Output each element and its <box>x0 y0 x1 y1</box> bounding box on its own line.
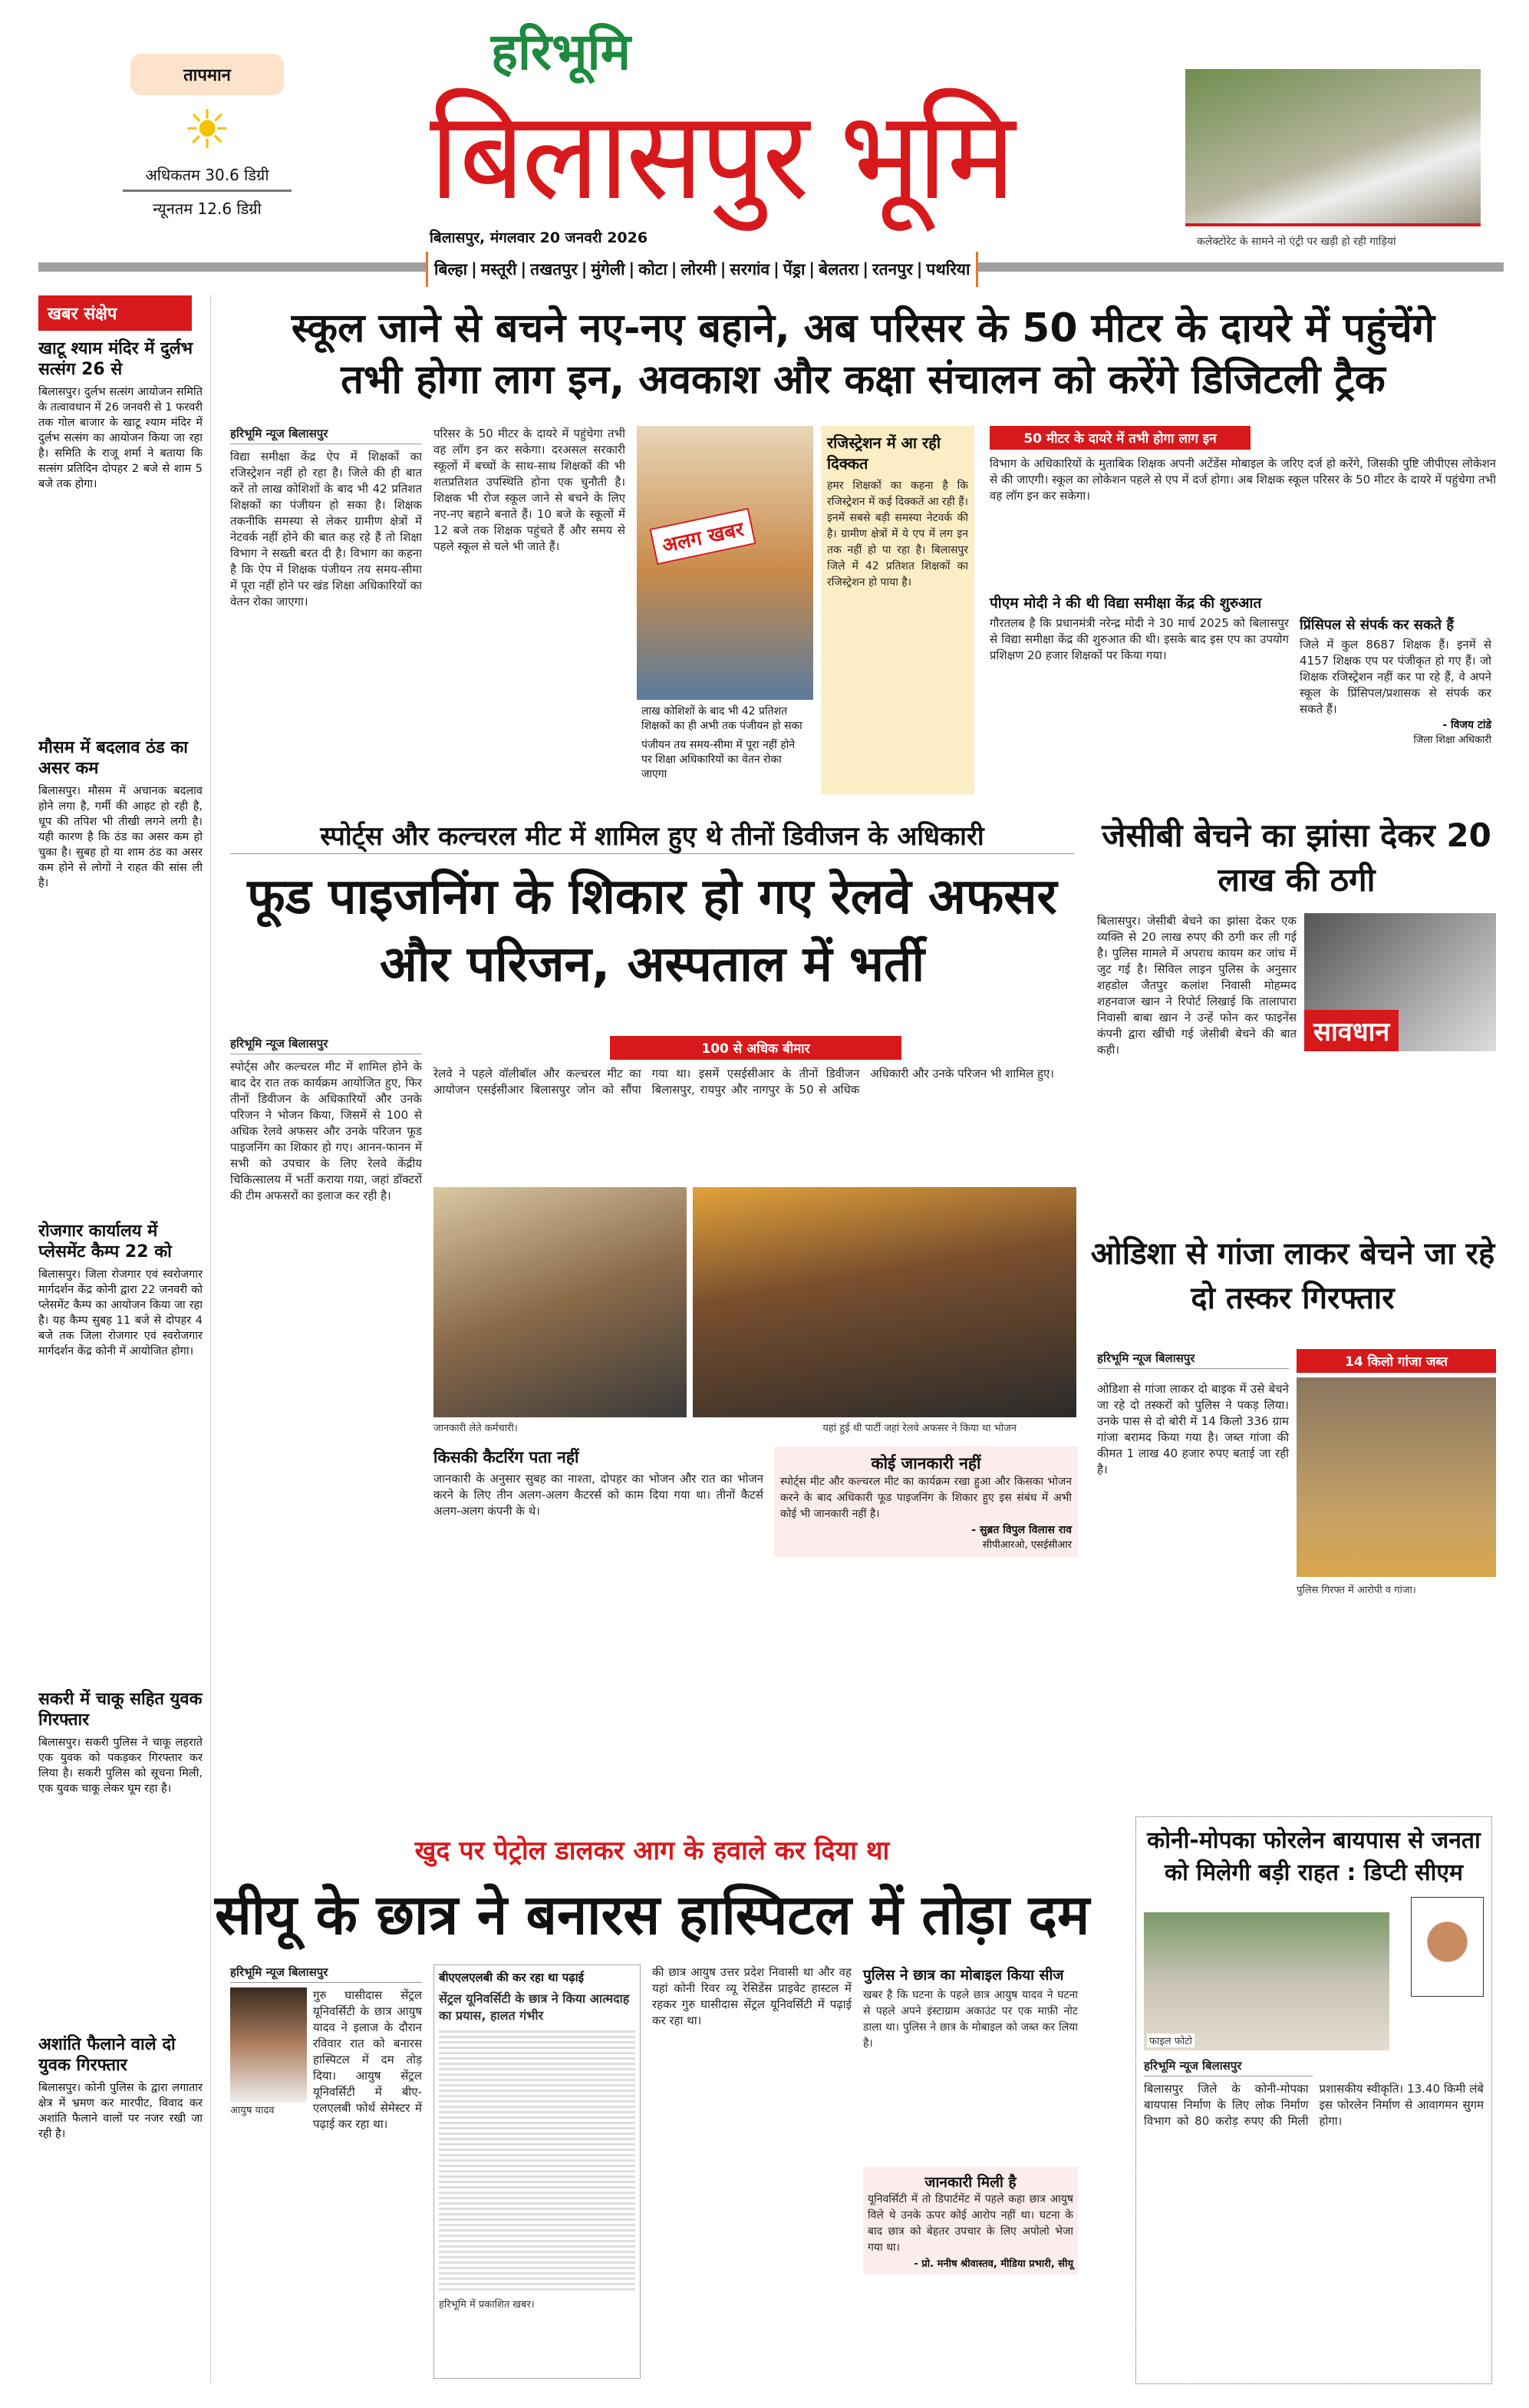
masthead-photo-caption: कलेक्टोरेट के सामने नो एंट्री पर खड़ी हो रही गाड़ियां <box>1197 236 1396 248</box>
quote-title: प्रिंसिपल से संपर्क कर सकते हैं <box>1300 617 1454 633</box>
photo-bullet: लाख कोशिशों के बाद भी 42 प्रतिशत शिक्षकों का ही अभी तक पंजीयन हो सका <box>641 705 802 732</box>
news-brief-sidebar <box>38 295 211 2383</box>
photo-caption: आयुष यादव <box>230 2105 275 2116</box>
nav-item[interactable]: बिल्हा <box>434 260 468 279</box>
article-text: रेलवे ने पहले वॉलीबॉल और कल्चरल मीट का आयोजन एसईसीआर बिलासपुर जोन को सौंपा गया था। इसमें एसईसीआर के तीनों डिवीजन बिलासपुर, रायपुर और नागपुर के 50 से अधिक अधिकारी और उनके परिजन भी शामिल हुए। <box>433 1067 1054 1097</box>
weather-box <box>115 54 299 230</box>
catering-title: किसकी कैटरिंग पता नहीं <box>433 1448 579 1466</box>
byline: हरिभूमि न्यूज बिलासपुर <box>230 426 422 444</box>
seizure-bar: 14 किलो गांजा जब्त <box>1297 1349 1496 1373</box>
lead-headline-1: स्कूल जाने से बचने नए-नए बहाने, अब परिसर के 50 मीटर के दायरे में पहुंचेंगे <box>291 305 1435 351</box>
byline: हरिभूमि न्यूज बिलासपुर <box>230 1964 422 1983</box>
brief-headline: खाटू श्याम मंदिर में दुर्लभ सत्संग 26 से <box>38 339 193 379</box>
photo-caption: यहां हुई थी पार्टी जहां रेलवे अफसर ने किया था भोजन <box>822 1423 1017 1434</box>
article-text: विभाग के अधिकारियों के मुताबिक शिक्षक अपनी अटेंडेंस मोबाइल के जरिए दर्ज हो करेंगे, जिसकी पुष्टि जीपीएस लोकेशन से की जाएगी। स्कूल का लोकेशन पहले से एप में दर्ज होगा। अब शिक्षक स्कूल परिसर के 50 मीटर के दायरे में पहुंचेगा तभी वह लॉग इन कर सकेगा। <box>990 457 1496 503</box>
clipping-box <box>433 1964 641 2379</box>
info-text: स्पोर्ट्स मीट और कल्चरल मीट का कार्यक्रम रखा हुआ और किसका भोजन करने के बाद अधिकारी फूड पाइजनिंग के शिकार हुए इस संबंध में अभी कोई भी जानकारी नहीं है। <box>780 1476 1072 1520</box>
bypass-photo <box>1144 1912 1389 2050</box>
box-text: हमर शिक्षकों का कहना है कि रजिस्ट्रेशन में कई दिक्कतें आ रही हैं। इनमें सबसे बड़ी समस्या नेटवर्क की है। ग्रामीण क्षेत्रों में ये एप में लग इन तक नहीं हो पा रहा है। बिलासपुर जिले में 42 प्रतिशत शिक्षकों का रजिस्ट्रेशन हो पाया है। <box>827 480 968 589</box>
brief-text: बिलासपुर। सकरी पुलिस ने चाकू लहराते एक युवक को पकड़कर गिरफ्तार कर लिया है। सकरी पुलिस को सूचना मिली, एक युवक चाकू लेकर घूम रहा है। <box>38 1737 203 1795</box>
quote-role: जिला शिक्षा अधिकारी <box>1413 734 1491 746</box>
student-photo <box>230 1987 307 2103</box>
ganja-headline: ओडिशा से गांजा लाकर बेचने जा रहे दो तस्कर गिरफ्तार <box>1090 1236 1495 1316</box>
quote-author: - विजय टांडे <box>1442 719 1491 731</box>
min-temp: न्यूनतम 12.6 डिग्री <box>153 200 262 218</box>
sidebar-title: खबर संक्षेप <box>38 295 192 331</box>
info-role: सीपीआरओ, एसईसीआर <box>982 1539 1072 1551</box>
food-right <box>433 1036 1078 1557</box>
article-text: खबर है कि घटना के पहले छात्र आयुष यादव ने घटना से पहले अपने इंस्टाग्राम अकाउंट पर एक माफ़ी नोट डाला था। पुलिस ने छात्र के मोबाइल को जब्त कर लिया है। <box>863 1989 1078 2050</box>
brief-text: बिलासपुर। जिला रोजगार एवं स्वरोजगार मार्गदर्शन केंद्र कोनी द्वारा 22 जनवरी को प्लेसमेंट कैम्प का आयोजन किया जा रहा है। यह कैम्प सुबह 11 बजे से दोपहर 4 बजे तक जिला रोजगार एवं स्वरोजगार मार्गदर्शन केंद्र कोनी में आयोजित होगा। <box>38 1268 203 1357</box>
bypass-headline: कोनी-मोपका फोरलेन बायपास से जनता को मिलेगी बड़ी राहत : डिप्टी सीएम <box>1147 1827 1481 1886</box>
food-photo-1 <box>433 1187 687 1417</box>
photo-caption: फाइल फोटो <box>1147 2034 1195 2047</box>
brief-headline: अशांति फैलाने वाले दो युवक गिरफ्तार <box>38 2035 176 2075</box>
pm-title: पीएम मोदी ने की थी विद्या समीक्षा केंद्र की शुरुआत <box>990 595 1262 612</box>
max-temp: अधिकतम 30.6 डिग्री <box>123 164 292 192</box>
quote-text: जिले में कुल 8687 शिक्षक हैं। इनमें से 4157 शिक्षक एप पर पंजीकृत हो गए हैं। जो शिक्षक रजिस्ट्रेशन नहीं कर पा रहे हैं, वे अपने स्कूल के प्रिंसिपल/प्रशासक से संपर्क कर सकते हैं। <box>1300 638 1491 716</box>
article-text: विद्या समीक्षा केंद्र ऐप में शिक्षकों का रजिस्ट्रेशन नहीं हो रहा है। जिले की ही बात करें तो लाख कोशिशों के बाद भी 42 प्रतिशत शिक्षकों का पंजीयन हो सका है। शिक्षक तकनीकि समस्या से लेकर ग्रामीण क्षेत्रों में नेटवर्क नहीं होने की बात कह रहे हैं तो शिक्षा विभाग ने सख्ती बरत दी है। विभाग का कहना है कि ऐप में शिक्षक पंजीयन तय समय-सीमा में पूरा नहीं होने पर खंड शिक्षा अधिकारियों का वेतन रोका जाएगा। <box>230 450 422 609</box>
mobile-title: पुलिस ने छात्र का मोबाइल किया सीज <box>863 1967 1064 1984</box>
ganja-photo <box>1297 1377 1496 1577</box>
nav-item[interactable]: बेलतरा <box>819 260 859 279</box>
ganja-text: ओडिशा से गांजा लाकर दो बाइक में उसे बेचने जा रहे दो तस्करों को पुलिस ने पकड़ लिया। उनके पास से दो बोरी में 14 किलो 336 ग्राम गांजा बरामद किया गया है। जब्त गांजा की कीमत 1 लाख 40 हजार रुपए बताई जा रही है। <box>1097 1382 1289 1476</box>
brief-headline: रोजगार कार्यालय में प्लेसमेंट कैम्प 22 को <box>38 1222 172 1262</box>
byline: हरिभूमि न्यूज बिलासपुर <box>1144 2058 1313 2076</box>
fraud-image <box>1304 913 1496 1051</box>
masthead-title: बिलासपुर भूमि <box>430 84 1013 227</box>
food-bar: 100 से अधिक बीमार <box>610 1036 901 1060</box>
food-photo-2 <box>693 1187 1076 1417</box>
brand-logo: हरिभूमि <box>491 22 631 81</box>
weather-label: तापमान <box>130 54 284 95</box>
student-col-3: की छात्र आयुष उत्तर प्रदेश निवासी था और वह यहां कोनी रिवर व्यू रेसिडेंस प्राइवेट हास्टल में रहकर गुरु घासीदास सेंट्रल यूनिवर्सिटी में पढ़ाई कर रहा था। <box>652 1965 852 2027</box>
lead-col-1 <box>230 426 422 810</box>
nav-item[interactable]: रतनपुर <box>872 260 913 279</box>
jcb-headline: जेसीबी बेचने का झांसा देकर 20 लाख की ठगी <box>1102 816 1491 899</box>
info-title: कोई जानकारी नहीं <box>871 1454 981 1473</box>
masthead-photo <box>1185 69 1481 226</box>
article-text: गौरतलब है कि प्रधानमंत्री नरेन्द्र मोदी ने 30 मार्च 2025 को बिलासपुर से विद्या समीक्षा केंद्र की शुरुआत की थी। इसके बाद इस एप का उपयोग प्रशिक्षण 20 हजार शिक्षकों पर किया गया। <box>990 616 1289 662</box>
lead-photo <box>637 426 813 787</box>
sun-icon: ☀ <box>183 98 232 161</box>
byline: हरिभूमि न्यूज बिलासपुर <box>230 1036 422 1054</box>
clip-caption: हरिभूमि में प्रकाशित खबर। <box>439 2299 535 2311</box>
food-kicker: स्पोर्ट्स और कल्चरल मीट में शामिल हुए थे तीनों डिवीजन के अधिकारी <box>230 820 1074 854</box>
food-headline: फूड पाइजनिंग के शिकार हो गए रेलवे अफसर और परिजन, अस्पताल में भर्ती <box>247 869 1057 993</box>
nav-item[interactable]: सरगांव <box>730 260 770 279</box>
caution-badge: सावधान <box>1304 1010 1399 1051</box>
brief-headline: मौसम में बदलाव ठंड का असर कम <box>38 738 188 778</box>
registration-box <box>821 426 974 794</box>
food-col-1 <box>230 1036 422 1834</box>
bypass-box <box>1135 1816 1492 2384</box>
photo-caption: पुलिस गिरफ्त में आरोपी व गांजा। <box>1297 1585 1416 1596</box>
bypass-text: बिलासपुर जिले के कोनी-मोपका बायपास निर्माण के लिए लोक निर्माण विभाग को 80 करोड़ रुपए की मिली प्रशासकीय स्वीकृति। 13.40 किमी लंबे इस फोरलेन निर्माण से आवागमन सुगम होगा। <box>1144 2082 1484 2128</box>
brief-headline: सकरी में चाकू सहित युवक गिरफ्तार <box>38 1690 203 1730</box>
brief-text: बिलासपुर। मौसम में अचानक बदलाव होने लगा है, गर्मी की आहट हो रही है, धूप की तपिश भी तीखी लगने लगी है। यही कारण है कि ठंड का असर कम हो चुका है। सुबह हो या शाम ठंड का असर कम होने से लोगों ने राहत की सांस ली है। <box>38 785 203 889</box>
article-text: जानकारी के अनुसार सुबह का नाश्ता, दोपहर का भोजन और रात का भोजन करने के लिए तीन अलग-अलग कैटरर्स को काम दिया गया था। तीनों कैटर्स अलग-अलग कंपनी के थे। <box>433 1472 763 1518</box>
nav-item[interactable]: कोटा <box>638 260 667 279</box>
student-col-1 <box>230 1964 422 2394</box>
dateline: बिलासपुर, मंगलवार 20 जनवरी 2026 <box>430 229 648 246</box>
nav-item[interactable]: मुंगेली <box>591 260 625 279</box>
nav-item[interactable]: पेंड्रा <box>783 260 806 279</box>
nav-item[interactable]: मस्तूरी <box>480 260 517 279</box>
article-text: गुरु घासीदास सेंट्रल यूनिवर्सिटी के छात्र आयुष यादव ने इलाज के दौरान रविवार रात को बनारस हास्पिटल में दम तोड़ दिया। आयुष सेंट्रल यूनिवर्सिटी में बीए-एलएलबी फोर्थ सेमेस्टर में पढ़ाई कर रहा था। <box>313 1988 422 2131</box>
article-text: स्पोर्ट्स और कल्चरल मीट में शामिल होने के बाद देर रात तक कार्यक्रम आयोजित हुए, फिर तीनों डिवीजन के अधिकारियों और उनके परिजन ने भोजन किया, जिसमें से 100 से अधिक रेलवे अफसर और उनके परिजन फूड पाइजनिंग का शिकार हो गए। आनन-फानन में सभी को उपचार के लिए रेलवे केंद्रीय चिकित्सालय में भर्ती कराया गया, जहां डॉक्टरों की टीम अफसरों का इलाज कर रही है। <box>230 1060 422 1202</box>
clip-image <box>439 2030 635 2291</box>
brief-text: बिलासपुर। दुर्लभ सत्संग आयोजन समिति के तत्वावधान में 26 जनवरी से 1 फरवरी तक गोल बाजार के खाटू श्याम मंदिर में दुर्लभ सत्संग का आयोजन किया जा रहा है। समिति के राजू शर्मा ने बताया कि सत्संग प्रतिदिन दोपहर 2 बजे से शाम 5 बजे तक होगा। <box>38 386 203 490</box>
clip-headline: सेंट्रल यूनिवर्सिटी के छात्र ने किया आत्मदाह का प्रयास, हालत गंभीर <box>439 1991 630 2023</box>
student-right <box>863 1964 1078 2274</box>
info-text: यूनिवर्सिटी में तो डिपार्टमेंट में पहले कहा छात्र आयुष विले थे उनके ऊपर कोई आरोप नहीं था। घटना के बाद छात्र को बेहतर उपचार के लिए अपोलो भेजा गया था। <box>868 2193 1073 2254</box>
photo-bullet: पंजीयन तय समय-सीमा में पूरा नहीं होने पर शिक्षा अधिकारियों का वेतन रोका जाएगा <box>641 739 796 780</box>
byline: हरिभूमि न्यूज बिलासपुर <box>1097 1351 1289 1369</box>
brief-text: बिलासपुर। कोनी पुलिस के द्वारा लगातार क्षेत्र में भ्रमण कर मारपीट, विवाद कर अशांति फैलाने वालों पर नजर रखी जा रही है। <box>38 2082 203 2140</box>
separate-news-badge: अलग खबर <box>649 508 756 565</box>
nav-item[interactable]: लोरमी <box>680 260 717 279</box>
geo-fence-bar: 50 मीटर के दायरे में तभी होगा लाग इन <box>990 426 1251 450</box>
student-kicker: खुद पर पेट्रोल डालकर आग के हवाले कर दिया था <box>414 1836 890 1866</box>
lead-headline-2: तभी होगा लाग इन, अवकाश और कक्षा संचालन को करेंगे डिजिटली ट्रैक <box>341 357 1386 403</box>
photo-caption: जानकारी लेते कर्मचारी। <box>433 1423 518 1434</box>
info-title: जानकारी मिली है <box>924 2174 1017 2191</box>
clip-title: बीएएलएलबी की कर रहा था पढ़ाई <box>439 1971 584 1984</box>
box-title: रजिस्ट्रेशन में आ रही दिक्कत <box>827 434 941 473</box>
deputy-cm-photo <box>1411 1897 1484 1997</box>
jcb-text: बिलासपुर। जेसीबी बेचने का झांसा देकर एक व्यक्ति से 20 लाख रुपए की ठगी कर ली गई है। पुलिस मामले में अपराध कायम कर जांच में जुट गई है। सिविल लाइन पुलिस के अनुसार शहडोल जैतपुर कलांश निवासी मोहम्मद शहनवाज खान ने रिपोर्ट लिखाई कि तालापारा निवासी बाबा खान ने उन्हें फोन कर फाइनेंस कंपनी द्वारा खींची गई जेसीबी बेचने की बात कही। <box>1097 914 1297 1057</box>
student-headline: सीयू के छात्र ने बनारस हास्पिटल में तोड़ा दम <box>215 1882 1090 1947</box>
info-author: - प्रो. मनीष श्रीवास्तव, मीडिया प्रभारी, सीयू <box>914 2258 1073 2270</box>
lead-right <box>990 426 1496 810</box>
nav-bar: बिल्हा | मस्तूरी | तखतपुर | मुंगेली | कोटा | लोरमी | सरगांव | पेंड्रा | बेलतरा | रतनपुर | पथरिया <box>426 252 978 287</box>
lead-col-2: परिसर के 50 मीटर के दायरे में पहुंचेगा तभी वह लॉग इन कर सकेगा। दरअसल सरकारी स्कूलों में बच्चों के साथ-साथ शिक्षकों की भी शतप्रतिशत उपस्थिति होना एक चुनौती है। शिक्षक भी रोज स्कूल जाने से बचने के लिए नए-नए बहाने बनाते हैं। 10 बजे के स्कूलों में 12 बजे तक शिक्षक पहुंचते हैं और समय से पहले स्कूल से चले भी जाते हैं। <box>433 427 625 553</box>
info-author: - सुब्रत विपुल विलास राव <box>971 1524 1072 1536</box>
nav-item[interactable]: तखतपुर <box>530 260 578 279</box>
quote-box <box>1300 615 1491 792</box>
nav-item[interactable]: पथरिया <box>926 260 970 279</box>
